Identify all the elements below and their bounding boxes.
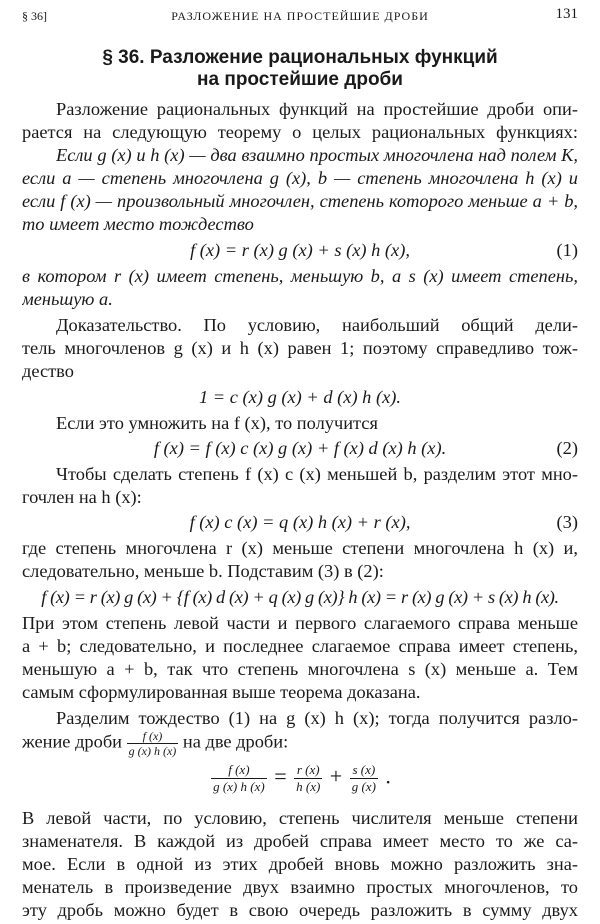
theorem-line: меньшую a.	[22, 289, 113, 309]
body-line: эту дробь можно будет в свою очередь разложить в сумму двух	[22, 900, 578, 920]
body-line: менатель в произведение двух взаимно простых многочленов, то	[22, 877, 578, 897]
body-line: знаменателя. В каждой из дробей справа имеет место то же са-	[22, 831, 578, 851]
fraction-equation	[0, 762, 600, 806]
page-number: 131	[555, 6, 578, 22]
equation-1-body: f (x) = r (x) g (x) + s (x) h (x),	[190, 240, 410, 260]
rhs-1-denominator: h (x)	[296, 779, 321, 794]
body-line: Чтобы сделать степень f (x) c (x) меньшей b, разделим этот мно-	[56, 464, 578, 484]
rhs-2-denominator: g (x)	[351, 779, 376, 794]
rhs-2-numerator: s (x)	[350, 762, 378, 779]
theorem-line: в котором r (x) имеет степень, меньшую b, а s (x) имеет степень,	[22, 266, 578, 286]
header-section: § 36]	[22, 9, 47, 23]
body-line: дество	[22, 361, 74, 381]
inline-fraction-line	[22, 729, 578, 759]
identity-equation-body: 1 = c (x) g (x) + d (x) h (x).	[199, 387, 401, 407]
inline-fraction-denominator: g (x) h (x)	[128, 744, 177, 758]
body-line: самым сформулированная выше теорема доказана.	[22, 682, 421, 702]
body-line: мое. Если в одной из этих дробей вновь можно разложить зна-	[22, 854, 578, 874]
body-line: Если это умножить на f (x), то получится	[56, 413, 378, 433]
body-line: гочлен на h (x):	[22, 487, 142, 507]
body-fragment: жение дроби	[22, 731, 123, 752]
rhs-fraction-2	[350, 762, 378, 795]
body-line: При этом степень левой части и первого слагаемого справа меньше	[22, 613, 578, 633]
body-line: меньшую a + b, так что степень многочлена s (x) меньше a. Тем	[22, 659, 578, 679]
inline-fraction-numerator: f (x)	[127, 729, 179, 744]
section-title-line-1: § 36. Разложение рациональных функций	[102, 47, 498, 68]
header-running-title: РАЗЛОЖЕНИЕ НА ПРОСТЕЙШИЕ ДРОБИ	[171, 9, 429, 23]
lhs-denominator: g (x) h (x)	[213, 779, 265, 794]
end-period: .	[385, 763, 391, 789]
body-line: Разделим тождество (1) на g (x) h (x); тогда получится разло-	[56, 708, 578, 728]
equation-2	[22, 436, 578, 460]
equation-3	[22, 510, 578, 534]
rhs-fraction-1	[294, 762, 322, 795]
section-title-line-2: на простейшие дроби	[197, 69, 403, 90]
equation-3-body: f (x) c (x) = q (x) h (x) + r (x),	[189, 512, 411, 532]
theorem-line: то имеет место тождество	[22, 214, 254, 234]
long-equation-body: f (x) = r (x) g (x) + {f (x) d (x) + q (x) g (x)} h (x) = r (x) g (x) + s (x) h (x).	[41, 587, 559, 607]
theorem-line: если f (x) — произвольный многочлен, степень которого меньше a + b,	[22, 191, 578, 211]
long-equation	[22, 585, 578, 609]
body-fragment: на две дроби:	[182, 731, 289, 752]
lhs-numerator: f (x)	[211, 762, 267, 779]
inline-fraction	[127, 729, 179, 758]
equation-1	[22, 238, 578, 262]
body-line: тель многочленов g (x) и h (x) равен 1; поэтому справедливо тож-	[22, 338, 578, 358]
body-line: a + b; следовательно, и последнее слагаемое справа имеет степень,	[22, 636, 578, 656]
theorem-line: если a — степень многочлена g (x), b — степень многочлена h (x) и	[22, 168, 578, 188]
body-line: В левой части, по условию, степень числителя меньше степени	[22, 808, 578, 828]
equation-3-number: (3)	[556, 512, 578, 532]
body-line: где степень многочлена r (x) меньше степени многочлена h (x) и,	[22, 538, 578, 558]
theorem-line: Если g (x) и h (x) — два взаимно простых многочлена над полем К,	[56, 145, 578, 165]
rhs-1-numerator: r (x)	[294, 762, 322, 779]
body-line: Разложение рациональных функций на простейшие дроби опи-	[56, 99, 578, 119]
running-header	[22, 6, 578, 28]
identity-equation	[22, 385, 578, 409]
lhs-fraction	[211, 762, 267, 795]
equation-2-body: f (x) = f (x) c (x) g (x) + f (x) d (x) h (x).	[153, 438, 447, 458]
equation-1-number: (1)	[556, 240, 578, 260]
plus-sign: +	[329, 763, 343, 789]
proof-line: Доказательство. По условию, наибольший общий дели-	[56, 315, 578, 335]
body-line: рается на следующую теорему о целых рациональных функциях:	[22, 122, 578, 142]
equals-sign: =	[274, 763, 287, 789]
section-title	[22, 47, 578, 91]
equation-2-number: (2)	[556, 438, 578, 458]
body-line: следовательно, меньше b. Подставим (3) в (2):	[22, 561, 384, 581]
